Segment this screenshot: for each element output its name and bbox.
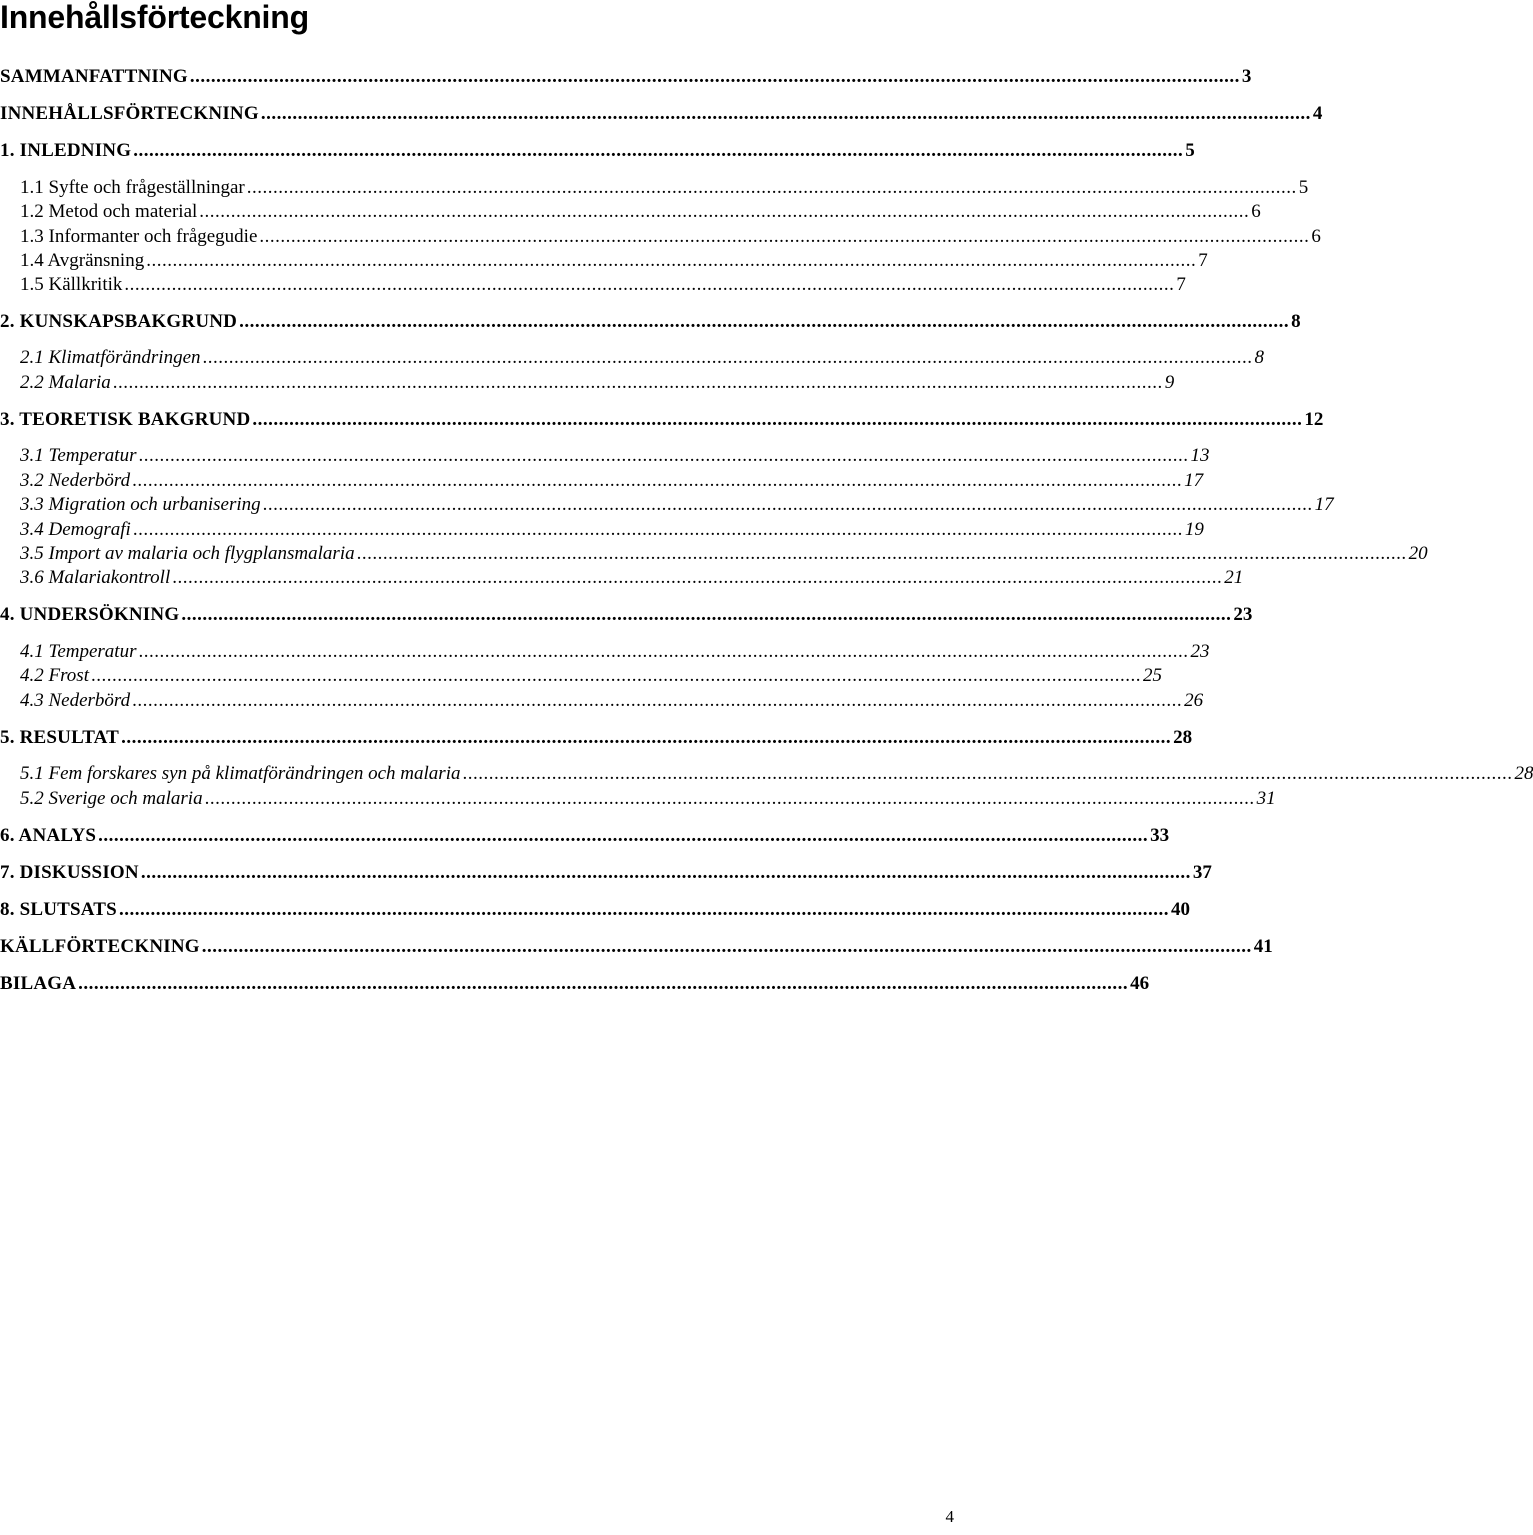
- toc-entry-label: BILAGA: [0, 973, 77, 994]
- toc-entry-label: 3. TEORETISK BAKGRUND: [0, 409, 251, 430]
- toc-entry-page: 8: [1291, 311, 1301, 332]
- toc-entry-page: 7: [1176, 274, 1186, 295]
- toc-entry-page: 6: [1251, 201, 1261, 222]
- dot-leader: ........................................................................................................................................................................................................: [118, 899, 1169, 920]
- toc-entry-fem-forskares[interactable]: [0, 763, 1533, 785]
- toc-entry-page: 9: [1164, 372, 1175, 393]
- dot-leader: ........................................................................................................................................................................................................: [90, 665, 1141, 686]
- toc-entry-label: 1.3 Informanter och frågegudie: [20, 226, 258, 247]
- page-title: Innehållsförteckning: [0, 0, 309, 35]
- toc-entry-label: 2.1 Klimatförändringen: [20, 347, 201, 368]
- dot-leader: ........................................................................................................................................................................................................: [201, 936, 1252, 957]
- toc-entry-syfte[interactable]: [0, 177, 1309, 199]
- toc-entry-page: 17: [1314, 494, 1334, 515]
- toc-entry-malariakontroll[interactable]: [0, 567, 1244, 589]
- toc-entry-sverige[interactable]: [0, 788, 1276, 810]
- dot-leader: ........................................................................................................................................................................................................: [121, 727, 1172, 748]
- toc-entry-slutsats[interactable]: [0, 899, 1190, 921]
- toc-entry-page: 41: [1253, 936, 1273, 957]
- toc-entry-label: INNEHÅLLSFÖRTECKNING: [0, 103, 259, 124]
- page-number: 4: [945, 1507, 954, 1526]
- toc-entry-label: KÄLLFÖRTECKNING: [0, 936, 200, 957]
- toc-entry-page: 6: [1311, 226, 1321, 247]
- toc-entry-page: 21: [1224, 567, 1244, 588]
- toc-entry-page: 7: [1198, 250, 1208, 271]
- toc-entry-page: 5: [1298, 177, 1309, 198]
- toc-entry-label: 3.4 Demografi: [20, 519, 131, 540]
- toc-entry-avgransning[interactable]: [0, 250, 1208, 272]
- toc-entry-page: 37: [1192, 862, 1212, 883]
- dot-leader: ........................................................................................................................................................................................................: [356, 543, 1407, 564]
- toc-entry-label: SAMMANFATTNING: [0, 66, 188, 87]
- toc-entry-kallkritik[interactable]: [0, 274, 1186, 296]
- dot-leader: ........................................................................................................................................................................................................: [259, 226, 1310, 247]
- toc-entry-diskussion[interactable]: [0, 862, 1212, 884]
- dot-leader: ........................................................................................................................................................................................................: [239, 311, 1290, 332]
- toc-entry-label: 1.4 Avgränsning: [20, 250, 145, 271]
- toc-entry-informanter[interactable]: [0, 226, 1321, 248]
- toc-entry-page: 46: [1130, 973, 1150, 994]
- dot-leader: ........................................................................................................................................................................................................: [112, 372, 1163, 393]
- toc-entry-label: 5.2 Sverige och malaria: [20, 788, 203, 809]
- toc-entry-label: 1.1 Syfte och frågeställningar: [20, 177, 245, 198]
- toc-entry-klimatforandringen[interactable]: [0, 347, 1265, 369]
- toc-entry-import[interactable]: [0, 543, 1428, 565]
- dot-leader: ........................................................................................................................................................................................................: [138, 641, 1189, 662]
- toc-entry-label: 4. UNDERSÖKNING: [0, 604, 180, 625]
- toc-entry-label: 5. RESULTAT: [0, 727, 120, 748]
- toc-entry-page: 19: [1184, 519, 1204, 540]
- toc-entry-label: 8. SLUTSATS: [0, 899, 117, 920]
- toc-entry-frost[interactable]: [0, 665, 1162, 687]
- toc-entry-page: 5: [1185, 140, 1195, 161]
- toc-entry-label: 6. ANALYS: [0, 825, 97, 846]
- toc-entry-nederbord[interactable]: [0, 470, 1204, 492]
- dot-leader: ........................................................................................................................................................................................................: [98, 825, 1149, 846]
- dot-leader: ........................................................................................................................................................................................................: [189, 66, 1240, 87]
- dot-leader: ........................................................................................................................................................................................................: [204, 788, 1255, 809]
- toc-entry-temperatur[interactable]: [0, 445, 1210, 467]
- toc-entry-page: 28: [1173, 727, 1193, 748]
- toc-entry-label: 7. DISKUSSION: [0, 862, 139, 883]
- dot-leader: ........................................................................................................................................................................................................: [78, 973, 1129, 994]
- toc-entry-malaria[interactable]: [0, 372, 1175, 394]
- toc-entry-page: 23: [1233, 604, 1253, 625]
- toc-entry-inledning[interactable]: [0, 140, 1195, 162]
- dot-leader: ........................................................................................................................................................................................................: [124, 274, 1175, 295]
- toc-entry-label: 3.2 Nederbörd: [20, 470, 131, 491]
- toc-entry-label: 4.2 Frost: [20, 665, 89, 686]
- dot-leader: ........................................................................................................................................................................................................: [199, 201, 1250, 222]
- toc-entry-nederbord-2[interactable]: [0, 690, 1204, 712]
- toc-entry-page: 13: [1190, 445, 1210, 466]
- toc-entry-page: 3: [1241, 66, 1252, 87]
- toc-entry-kunskapsbakgrund[interactable]: [0, 311, 1301, 333]
- dot-leader: ........................................................................................................................................................................................................: [246, 177, 1297, 198]
- toc-entry-resultat[interactable]: [0, 727, 1193, 749]
- dot-leader: ........................................................................................................................................................................................................: [132, 470, 1183, 491]
- toc-entry-page: 40: [1170, 899, 1190, 920]
- dot-leader: ........................................................................................................................................................................................................: [138, 445, 1189, 466]
- toc-entry-page: 17: [1184, 470, 1204, 491]
- toc-entry-page: 20: [1408, 543, 1428, 564]
- toc-entry-label: 1. INLEDNING: [0, 140, 132, 161]
- dot-leader: ........................................................................................................................................................................................................: [462, 763, 1513, 784]
- toc-entry-page: 12: [1304, 409, 1324, 430]
- toc-entry-label: 4.1 Temperatur: [20, 641, 137, 662]
- toc-entry-label: 5.1 Fem forskares syn på klimatförändringen och malaria: [20, 763, 461, 784]
- toc-entry-bilaga[interactable]: [0, 973, 1150, 995]
- toc-entry-metod[interactable]: [0, 201, 1261, 223]
- toc-entry-demografi[interactable]: [0, 519, 1204, 541]
- toc-entry-page: 23: [1190, 641, 1210, 662]
- toc-entry-label: 3.5 Import av malaria och flygplansmalaria: [20, 543, 355, 564]
- toc-entry-innehallsforteckning[interactable]: [0, 103, 1323, 125]
- toc-entry-label: 1.5 Källkritik: [20, 274, 123, 295]
- dot-leader: ........................................................................................................................................................................................................: [140, 862, 1191, 883]
- dot-leader: ........................................................................................................................................................................................................: [146, 250, 1197, 271]
- toc-entry-label: 4.3 Nederbörd: [20, 690, 131, 711]
- dot-leader: ........................................................................................................................................................................................................: [172, 567, 1223, 588]
- toc-entry-page: 28: [1514, 763, 1533, 784]
- dot-leader: ........................................................................................................................................................................................................: [132, 690, 1183, 711]
- toc-entry-label: 3.6 Malariakontroll: [20, 567, 171, 588]
- toc-entry-sammanfattning[interactable]: [0, 66, 1252, 88]
- toc-entry-analys[interactable]: [0, 825, 1170, 847]
- dot-leader: ........................................................................................................................................................................................................: [132, 519, 1183, 540]
- toc-entry-page: 33: [1150, 825, 1170, 846]
- toc-entry-page: 25: [1142, 665, 1162, 686]
- toc-entry-label: 2. KUNSKAPSBAKGRUND: [0, 311, 238, 332]
- dot-leader: ........................................................................................................................................................................................................: [181, 604, 1232, 625]
- toc-entry-page: 31: [1256, 788, 1276, 809]
- toc-entry-page: 4: [1312, 103, 1323, 124]
- toc-entry-label: 2.2 Malaria: [20, 372, 111, 393]
- toc-entry-temperatur-2[interactable]: [0, 641, 1210, 663]
- dot-leader: ........................................................................................................................................................................................................: [133, 140, 1184, 161]
- toc-entry-label: 1.2 Metod och material: [20, 201, 198, 222]
- toc-entry-undersokning[interactable]: [0, 604, 1253, 626]
- toc-entry-teoretisk-bakgrund[interactable]: [0, 409, 1324, 431]
- toc-entry-page: 8: [1254, 347, 1265, 368]
- dot-leader: ........................................................................................................................................................................................................: [202, 347, 1253, 368]
- toc-entry-label: 3.1 Temperatur: [20, 445, 137, 466]
- dot-leader: ........................................................................................................................................................................................................: [252, 409, 1303, 430]
- toc-entry-page: 26: [1184, 690, 1204, 711]
- toc-entry-label: 3.3 Migration och urbanisering: [20, 494, 261, 515]
- dot-leader: ........................................................................................................................................................................................................: [260, 103, 1311, 124]
- toc-entry-kallforteckning[interactable]: [0, 936, 1273, 958]
- toc-entry-migration[interactable]: [0, 494, 1334, 516]
- dot-leader: ........................................................................................................................................................................................................: [262, 494, 1313, 515]
